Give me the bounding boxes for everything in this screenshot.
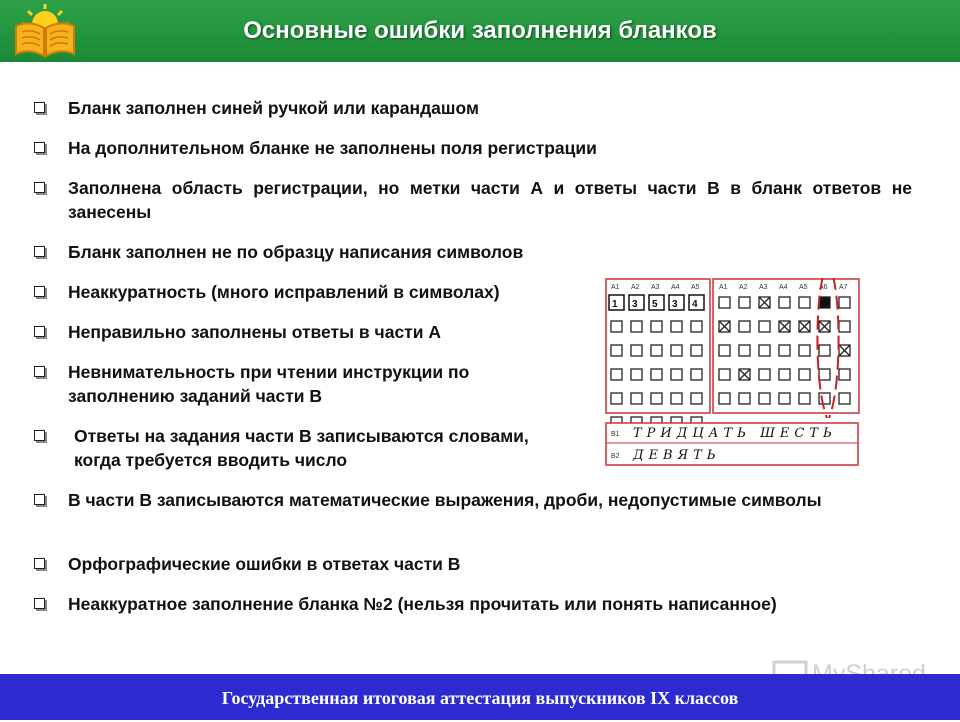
answer-cell	[611, 345, 622, 356]
answer-cell	[739, 297, 750, 308]
answer-cell	[719, 393, 730, 404]
answer-form-example	[605, 278, 863, 468]
answer-cell	[631, 369, 642, 380]
left-digit: 1	[612, 299, 618, 310]
left-header: A3	[651, 284, 660, 291]
answer-cell	[651, 321, 662, 332]
checkbox-bullet-icon	[34, 366, 45, 377]
answer-cell	[719, 345, 730, 356]
answer-cell	[839, 369, 850, 380]
answer-cell	[839, 393, 850, 404]
answer-cell	[611, 393, 622, 404]
answer-cell	[651, 345, 662, 356]
b1-answer: ТРИДЦАТЬ ШЕСТЬ	[633, 426, 837, 441]
answer-cell	[719, 369, 730, 380]
answer-cell	[671, 369, 682, 380]
left-digit: 3	[632, 299, 638, 310]
b2-label: В2	[611, 453, 620, 460]
checkbox-bullet-icon	[34, 430, 45, 441]
b1-label: В1	[611, 431, 620, 438]
answer-cell	[819, 345, 830, 356]
checkbox-bullet-icon	[34, 558, 45, 569]
header-bar	[0, 0, 960, 62]
answer-cell	[799, 393, 810, 404]
left-digit: 5	[652, 299, 658, 310]
answer-cell	[691, 393, 702, 404]
right-header: A3	[759, 284, 768, 291]
answer-cell	[651, 393, 662, 404]
left-header: A4	[671, 284, 680, 291]
footer-bar	[0, 674, 960, 720]
answer-cell	[759, 393, 770, 404]
answer-cell	[799, 345, 810, 356]
b2-answer: ДЕВЯТЬ	[633, 448, 721, 463]
left-digit: 4	[692, 299, 698, 310]
answer-cell	[691, 321, 702, 332]
answer-cell	[759, 369, 770, 380]
answer-cell	[819, 393, 830, 404]
answer-cell	[671, 345, 682, 356]
answer-cell	[839, 321, 850, 332]
answer-cell	[719, 297, 730, 308]
answer-cell	[631, 393, 642, 404]
answer-cell	[779, 297, 790, 308]
checkbox-bullet-icon	[34, 326, 45, 337]
answer-cell	[839, 297, 850, 308]
answer-cell	[739, 345, 750, 356]
checkbox-bullet-icon	[34, 598, 45, 609]
checkbox-bullet-icon	[34, 102, 45, 113]
answer-cell	[631, 345, 642, 356]
left-header: A2	[631, 284, 640, 291]
right-header: A5	[799, 284, 808, 291]
answer-cell	[611, 321, 622, 332]
right-header: A4	[779, 284, 788, 291]
answer-cell	[759, 345, 770, 356]
answer-form-figure	[605, 278, 863, 468]
left-header: A1	[611, 284, 620, 291]
answer-cell	[759, 321, 770, 332]
answer-cell	[739, 393, 750, 404]
right-header: A1	[719, 284, 728, 291]
answer-cell	[779, 345, 790, 356]
footer-text: Государственная итоговая аттестация выпускников IX классов	[221, 688, 739, 708]
checkbox-bullet-icon	[34, 142, 45, 153]
answer-cell	[779, 393, 790, 404]
answer-cell	[651, 369, 662, 380]
answer-cell	[671, 393, 682, 404]
right-header: A6	[819, 284, 828, 291]
answer-cell	[799, 297, 810, 308]
right-header: A2	[739, 284, 748, 291]
answer-cell	[691, 345, 702, 356]
checkbox-bullet-icon	[34, 182, 45, 193]
answer-cell	[819, 369, 830, 380]
checkbox-bullet-icon	[34, 286, 45, 297]
checkbox-bullet-icon	[34, 246, 45, 257]
answer-cell	[631, 321, 642, 332]
answer-cell	[691, 369, 702, 380]
answer-cell	[799, 369, 810, 380]
answer-cell	[611, 369, 622, 380]
left-digit: 3	[672, 299, 678, 310]
checkbox-bullet-icon	[34, 494, 45, 505]
answer-cell	[779, 369, 790, 380]
answer-cell	[819, 297, 830, 308]
answer-cell	[671, 321, 682, 332]
right-header: A7	[839, 284, 848, 291]
answer-cell	[739, 321, 750, 332]
slide-title: Основные ошибки заполнения бланков	[243, 17, 717, 44]
left-header: A5	[691, 284, 700, 291]
